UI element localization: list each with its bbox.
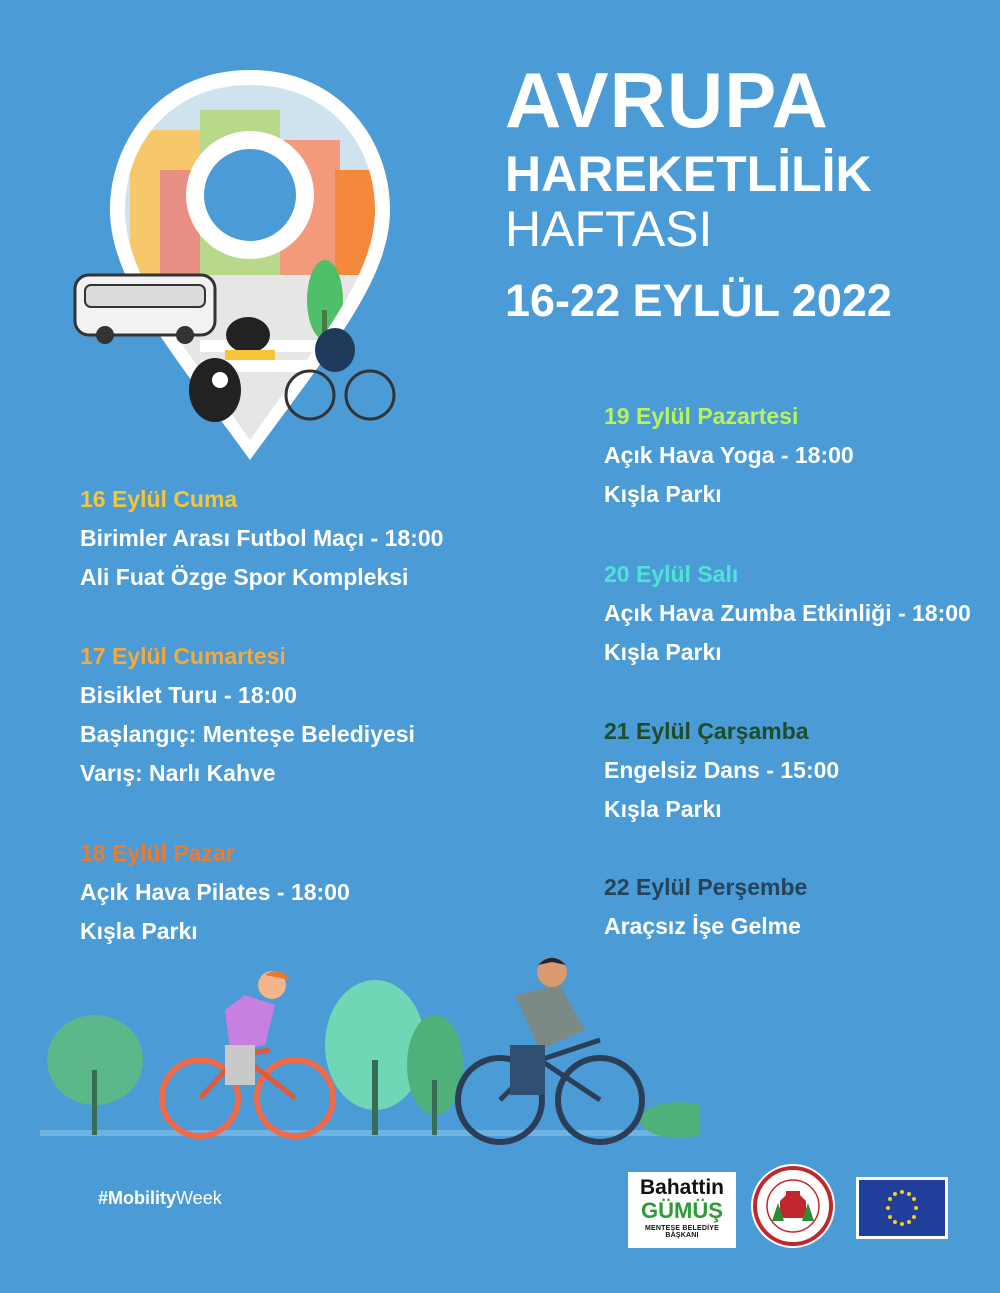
- event-line: Bisiklet Turu - 18:00: [80, 682, 297, 708]
- event-20: [604, 559, 971, 676]
- title-dates: 16-22 EYLÜL 2022: [505, 275, 892, 326]
- eu-flag-logo: [856, 1177, 948, 1239]
- event-line: Ali Fuat Özge Spor Kompleksi: [80, 564, 409, 590]
- event-18: [80, 838, 350, 955]
- event-line: Kışla Parkı: [604, 796, 722, 822]
- title-line-2: HAREKETLİLİK: [505, 146, 872, 202]
- event-line: Kışla Parkı: [80, 918, 198, 944]
- event-16: [80, 484, 443, 601]
- event-line: Açık Hava Zumba Etkinliği - 18:00: [604, 600, 971, 626]
- event-line: Araçsız İşe Gelme: [604, 913, 801, 939]
- hashtag-suffix: Week: [176, 1188, 222, 1208]
- event-line: Birimler Arası Futbol Maçı - 18:00: [80, 525, 444, 551]
- event-date: 21 Eylül Çarşamba: [604, 718, 809, 744]
- event-line: Varış: Narlı Kahve: [80, 760, 276, 786]
- event-date: 17 Eylül Cumartesi: [80, 643, 286, 669]
- cyclists-illustration: [40, 950, 700, 1160]
- title-block: [505, 56, 985, 326]
- title-line-1: AVRUPA: [505, 56, 829, 144]
- event-line: Kışla Parkı: [604, 639, 722, 665]
- event-line: Başlangıç: Menteşe Belediyesi: [80, 721, 415, 747]
- event-date: 19 Eylül Pazartesi: [604, 403, 799, 429]
- event-line: Engelsiz Dans - 15:00: [604, 757, 840, 783]
- hashtag-prefix: #Mobility: [98, 1188, 177, 1208]
- event-19: [604, 401, 854, 518]
- event-date: 20 Eylül Salı: [604, 561, 739, 587]
- event-line: Açık Hava Pilates - 18:00: [80, 879, 350, 905]
- mayor-title: MENTEŞE BELEDİYE BAŞKANI: [645, 1225, 719, 1239]
- municipality-seal-logo: [750, 1163, 836, 1249]
- event-date: 16 Eylül Cuma: [80, 486, 238, 512]
- hashtag: [98, 1188, 222, 1209]
- location-pin-illustration: [60, 50, 440, 480]
- event-17: [80, 641, 415, 797]
- event-line: Açık Hava Yoga - 18:00: [604, 442, 854, 468]
- mayor-logo: [628, 1172, 736, 1248]
- event-date: 22 Eylül Perşembe: [604, 874, 808, 900]
- event-line: Kışla Parkı: [604, 481, 722, 507]
- event-date: 18 Eylül Pazar: [80, 840, 235, 866]
- mayor-first-name: Bahattin: [640, 1176, 724, 1199]
- title-line-3: HAFTASI: [505, 201, 713, 257]
- event-22: [604, 872, 807, 950]
- mayor-last-name: GÜMÜŞ: [641, 1198, 723, 1223]
- event-21: [604, 716, 839, 833]
